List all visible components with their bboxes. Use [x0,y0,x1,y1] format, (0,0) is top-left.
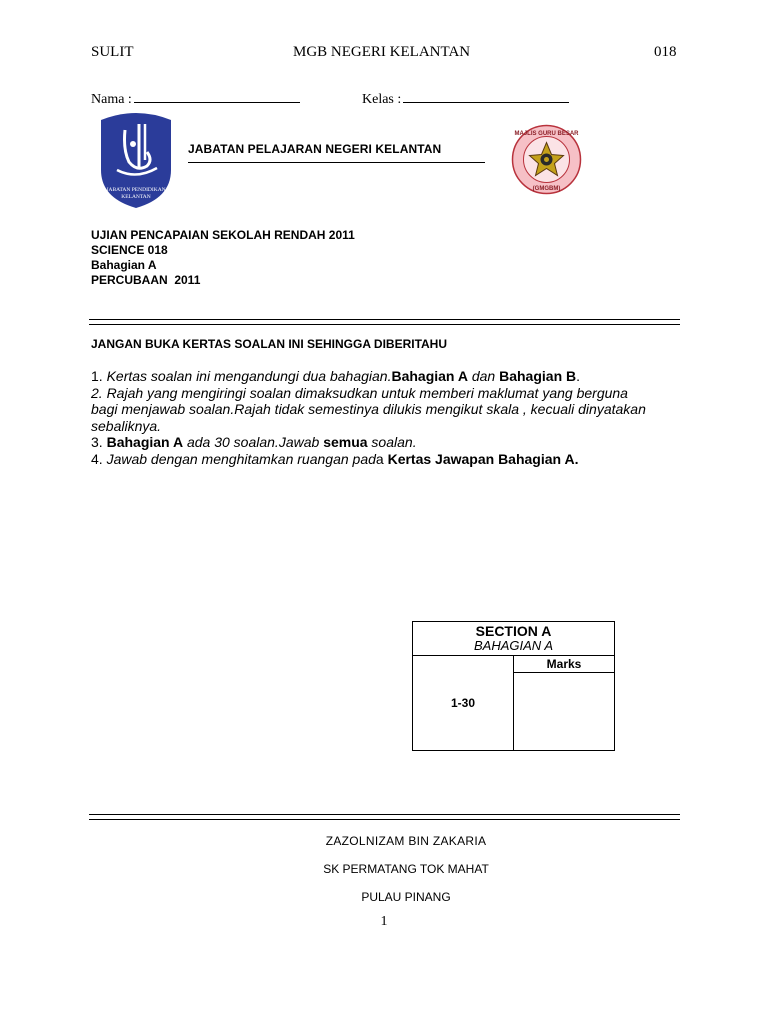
exam-type: PERCUBAAN 2011 [91,273,201,287]
exam-title-block [91,228,355,288]
exam-subject: SCIENCE 018 [91,243,168,257]
class-field [362,90,569,108]
jabatan-pendidikan-logo [95,110,177,210]
svg-text:JABATAN PENDIDIKAN: JABATAN PENDIDIKAN [106,187,166,193]
instruction-number: 1. [91,368,107,384]
name-blank-line [134,90,300,103]
instructions-block [91,368,651,467]
instruction-1 [91,368,651,385]
divider-bottom [89,814,680,820]
warning-text: JANGAN BUKA KERTAS SOALAN INI SEHINGGA DIBERITAHU [91,337,448,351]
instruction-number: 3. [91,434,107,450]
department-title: JABATAN PELAJARAN NEGERI KELANTAN [188,142,442,156]
marks-table [412,621,615,751]
header-center-label: MGB NEGERI KELANTAN [293,44,471,60]
instruction-2: 2. Rajah yang mengiringi soalan dimaksudkan untuk memberi maklumat yang berguna bagi menjawab soalan.Rajah tidak semestinya dilukis mengikut skala , kecuali dinyatakan sebaliknya. [91,384,646,434]
instruction-3 [91,434,651,451]
divider-top [89,319,680,325]
marks-column-header: Marks [514,656,614,673]
instruction-text: Kertas soalan ini mengandungi dua bahagian. [106,368,392,384]
marks-table-header [413,622,614,656]
instruction-text: dan [467,368,500,384]
school-location: PULAU PINANG [361,890,451,904]
svg-text:MAJLIS GURU BESAR: MAJLIS GURU BESAR [514,131,579,137]
instruction-emphasis: semua [323,434,368,450]
instruction-text: ada 30 soalan.Jawab [183,434,324,450]
instruction-4 [91,451,651,468]
svg-text:KELANTAN: KELANTAN [121,194,151,200]
name-label: Nama : [91,92,132,107]
instruction-text: a [375,450,388,467]
class-label: Kelas : [362,92,402,107]
header-left-label: SULIT [91,44,134,60]
instruction-text: soalan. [367,434,417,450]
header-code: 018 [654,44,677,60]
question-range: 1-30 [450,696,476,710]
department-underline [188,162,485,163]
section-subtitle: BAHAGIAN A [474,638,553,653]
instruction-emphasis: Bahagian A [106,434,184,450]
instruction-emphasis: Bahagian B [499,368,577,384]
class-blank-line [403,90,569,103]
instruction-number: 4. [91,450,107,467]
instruction-text: . [576,368,581,384]
page-number: 1 [380,914,388,929]
section-title: SECTION A [475,623,552,639]
author-name: ZAZOLNIZAM BIN ZAKARIA [325,834,487,848]
name-field [91,90,300,108]
majlis-guru-besar-logo [511,124,582,195]
svg-text:(GMGBM): (GMGBM) [532,186,561,192]
instruction-emphasis: Kertas Jawapan Bahagian A. [387,450,579,467]
exam-name: UJIAN PENCAPAIAN SEKOLAH RENDAH 2011 [91,228,355,242]
school-name: SK PERMATANG TOK MAHAT [323,862,489,876]
instruction-emphasis: Bahagian A [391,368,468,384]
instruction-text: Jawab dengan menghitamkan ruangan pad [106,450,376,467]
exam-section: Bahagian A [91,258,157,272]
